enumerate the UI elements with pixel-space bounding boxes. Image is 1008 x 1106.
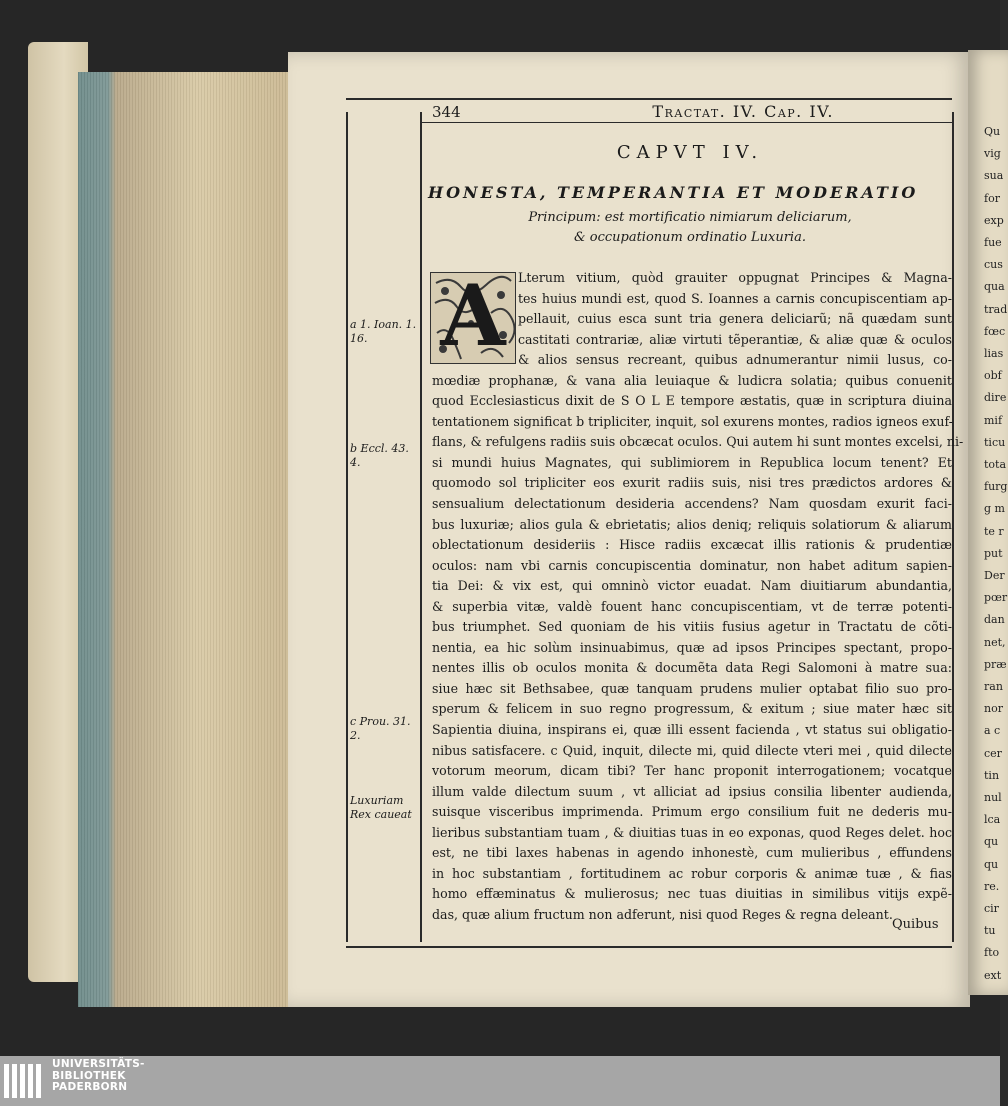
text-line: Lterum vitium, quòd grauiter oppugnat Principes & Magna-	[518, 270, 952, 285]
margin-note-line: a 1. Ioan. 1.	[350, 318, 417, 331]
page-number: 344	[432, 103, 461, 121]
text-line: est, ne tibi laxes habenas in agendo inhonestè, cum mulieribus , effundens	[432, 845, 952, 861]
margin-note-d	[350, 794, 420, 822]
text-line: si mundi huius Magnates, qui sublimiorem in Republica locum tenent? Et	[432, 454, 952, 470]
margin-note-line: 16.	[350, 332, 368, 345]
chapter-heading-line3: & occupationum ordinatio Luxuria.	[574, 230, 806, 245]
right-page-fragment: fœc	[984, 324, 1006, 338]
chapter-heading-subtitle	[430, 208, 950, 248]
right-page-fragment: lca	[984, 813, 1001, 827]
margin-note-a	[350, 318, 420, 346]
logo-line2: BIBLIOTHEK	[52, 1069, 126, 1082]
right-page-fragment: lias	[984, 347, 1004, 360]
margin-note-line: Rex caueat	[350, 808, 412, 821]
text-line: tia Dei: & vix est, qui omninò victor euadat. Nam diuitiarum abundantia,	[432, 578, 952, 594]
right-page-fragment: sua	[984, 169, 1004, 183]
text-line: castitati contrariæ, aliæ virtuti tẽperantiæ, & aliæ quæ & oculos	[518, 331, 952, 347]
text-line: quomodo sol tripliciter eos exurit radiis suis, nisi tres prædictos ardores &	[432, 475, 952, 491]
right-page-fragment: furg	[984, 480, 1008, 494]
margin-note-b	[350, 442, 420, 470]
margin-note-c	[350, 715, 420, 743]
text-line: bus triumphet. Sed quoniam de his vitiis fusius agetur in Tractatu de cõti-	[432, 619, 952, 635]
text-line: quod Ecclesiasticus dixit de S O L E tempore æstatis, quæ in scriptura diuina	[432, 393, 952, 409]
right-page-fragment: vig	[984, 147, 1001, 161]
frame-rule-right	[952, 112, 954, 942]
right-page-fragment: nul	[984, 791, 1002, 804]
library-logo-icon	[0, 1056, 50, 1106]
text-line: flans, & refulgens radiis suis obcæcat oculos. Qui autem hi sunt montes excelsi, ni-	[432, 434, 964, 450]
text-line: mœdiæ prophanæ, & vana alia leuiaque & ludicra solatia; quibus conuenit	[432, 372, 952, 388]
logo-line3: PADERBORN	[52, 1081, 128, 1093]
library-footer	[0, 1056, 1000, 1106]
margin-note-line: Luxuriam	[350, 794, 404, 807]
page-block-edge	[78, 72, 293, 1007]
text-line: bus luxuriæ; alios gula & ebrietatis; alios deniq; reliquis solatiorum & aliarum	[432, 516, 952, 532]
library-logo-text	[52, 1059, 145, 1094]
body-text	[432, 268, 964, 926]
right-page-fragment: put	[984, 546, 1003, 560]
right-page-fragment: ticu	[984, 435, 1006, 449]
text-line: illum valde dilectum suum , vt alliciat ad ipsius consilia libenter audienda,	[432, 783, 952, 799]
right-page-fragment: cer	[984, 746, 1002, 760]
text-line: homo effæminatus & mulierosus; nec tuas diuitias in similibus vitijs expẽ-	[432, 886, 952, 902]
text-line: & superbia vitæ, valdè fouent hanc concupiscentiam, vt de terræ potenti-	[432, 598, 952, 614]
logo-line1: UNIVERSITÄTS-	[52, 1058, 145, 1070]
right-page-fragment: a c	[984, 724, 1001, 738]
margin-note-line: c Prou. 31. 2.	[350, 715, 411, 742]
text-line: siue hæc sit Bethsabee, quæ tanquam prudens mulier optabat filio suo pro-	[432, 680, 952, 696]
text-line: in hoc substantiam , fortitudinem ac robur corporis & animæ tuæ , & fias	[432, 865, 952, 881]
right-page-fragment: re.	[984, 879, 1000, 893]
right-page-fragment: cus	[984, 258, 1003, 272]
catchword: Quibus	[892, 917, 939, 932]
right-page-fragment: ext	[984, 968, 1002, 982]
right-page-fragment: tin	[984, 768, 1000, 782]
initial-letter: A	[440, 266, 506, 365]
right-page-fragment: dan	[984, 613, 1005, 627]
right-page-fragment: Qu	[984, 125, 1001, 138]
frame-rule-margin	[420, 112, 422, 942]
text-line: & alios sensus recreant, quibus adnumerantur nimii lusus, co-	[518, 352, 952, 368]
frame-rule-left	[346, 112, 348, 942]
text-line: oblectationum desideriis : Hisce radiis excæcat illis rationis & prudentiæ	[432, 537, 952, 553]
right-page-fragment: qua	[984, 280, 1005, 294]
text-line: Sapientia diuina, inspirans ei, quæ illi essent facienda , vt status sui obligatio-	[432, 722, 952, 738]
right-page-fragment: qu	[984, 835, 999, 849]
right-page-fragment: ran	[984, 680, 1003, 693]
text-line: nibus satisfacere. c Quid, inquit, dilecte mi, quid dilecte vteri mei , quid dilecte	[432, 742, 952, 758]
header-rule	[422, 122, 952, 123]
right-page-fragment: pœr	[984, 591, 1008, 605]
right-page-fragment: trad	[984, 302, 1008, 316]
right-page-edge	[968, 50, 1008, 995]
text-line: tes huius mundi est, quod S. Ioannes a carnis concupiscentiam ap-	[518, 290, 952, 306]
chapter-heading-line1: HONESTA, TEMPERANTIA ET MODERATIO	[428, 183, 919, 202]
text-line: tentationem significat b tripliciter, inquit, sol exurens montes, radios igneos exuf-	[432, 413, 953, 429]
right-page-fragment: præ	[984, 657, 1007, 671]
text-line: sensualium delectationum desideria accendens? Nam quosdam exurit faci-	[432, 496, 952, 512]
text-line: suisque visceribus imprimenda. Primum ergo consilium fuit ne dederis mu-	[432, 804, 952, 820]
chapter-title: CAPVT IV.	[616, 142, 764, 163]
right-page-fragment: mif	[984, 413, 1003, 427]
right-page-fragment: tota	[984, 458, 1007, 471]
chapter-heading-line2: Principum: est mortificatio nimiarum deliciarum,	[528, 210, 852, 225]
right-page-fragment: obf	[984, 369, 1002, 383]
text-line: sperum & felicem in suo regno progressum, & exitum ; siue mater hæc sit	[432, 701, 952, 717]
text-line: oculos: nam vbi carnis concupiscentia dominatur, non habet aditum sapien-	[432, 557, 952, 573]
right-page-fragment: Der	[984, 569, 1005, 582]
right-page-fragment: for	[984, 191, 1000, 205]
text-line: votorum meorum, dicam tibi? Ter hanc proponit interrogationem; vocatque	[432, 763, 952, 779]
right-page-fragment: fue	[984, 236, 1002, 249]
text-line: nentes illis ob oculos monita & documẽta data Regi Salomoni à matre sua:	[432, 660, 952, 676]
right-page-fragment: te r	[984, 524, 1004, 538]
running-title: Tractat. IV. Cap. IV.	[652, 102, 834, 121]
text-line: pellauit, cuius esca sunt tria genera deliciarũ; nã quædam sunt	[518, 311, 952, 327]
right-page-fragment: exp	[984, 213, 1004, 227]
right-page-fragment: nor	[984, 702, 1003, 716]
right-page-fragment: dire	[984, 391, 1007, 405]
right-page-fragment: net,	[984, 635, 1006, 649]
text-line: lieribus substantiam tuam , & diuitias tuas in eo exponas, quod Reges delet. hoc	[432, 824, 952, 840]
right-page-fragment: tu	[984, 924, 996, 938]
text-line: nentia, ea hic solùm insinuabimus, quæ ad ipsos Principes spectant, propo-	[432, 639, 952, 655]
right-page-fragment: qu	[984, 857, 999, 871]
text-line: das, quæ alium fructum non adferunt, nisi quod Reges & regna deleant.	[432, 906, 893, 922]
right-page-fragment: fto	[984, 946, 1000, 960]
right-page-fragment: cir	[984, 902, 999, 915]
margin-note-line: b Eccl. 43. 4.	[350, 442, 409, 469]
right-page-fragment: g m	[984, 502, 1005, 516]
running-head	[432, 103, 952, 121]
